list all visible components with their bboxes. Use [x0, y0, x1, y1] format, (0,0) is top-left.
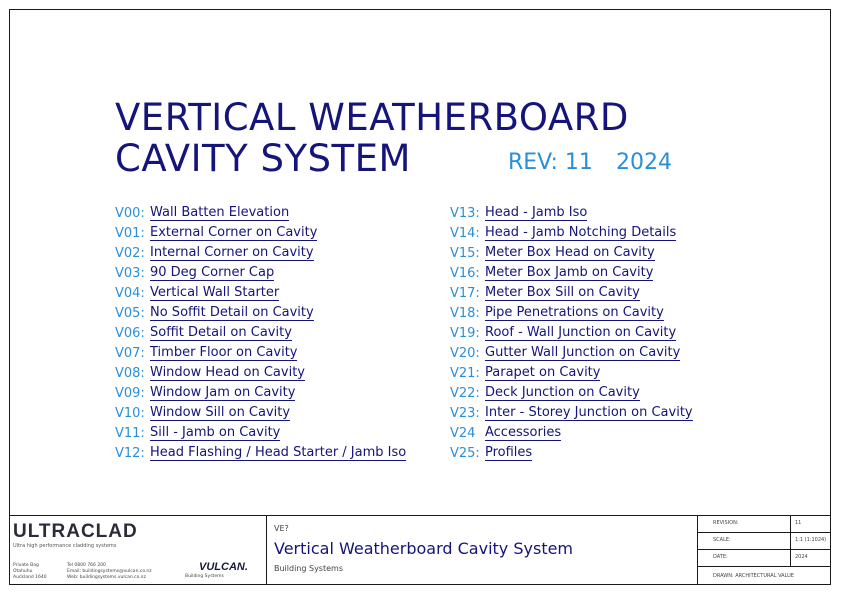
- index-code: V25:: [450, 445, 480, 461]
- index-item: [450, 223, 693, 243]
- index-code: V06:: [115, 325, 145, 341]
- index-code: V20:: [450, 345, 480, 361]
- field-divider: [790, 533, 791, 549]
- index-item: [115, 363, 406, 383]
- field-divider: [790, 550, 791, 566]
- index-column-right: [450, 203, 693, 463]
- index-code: V14:: [450, 225, 480, 241]
- index-item: [115, 403, 406, 423]
- title-line-1: VERTICAL WEATHERBOARD: [115, 96, 629, 139]
- index-item: [115, 263, 406, 283]
- index-link[interactable]: Meter Box Sill on Cavity: [485, 285, 640, 300]
- index-code: V17:: [450, 285, 480, 301]
- index-item: [115, 383, 406, 403]
- index-link[interactable]: Profiles: [485, 445, 533, 460]
- index-link[interactable]: 90 Deg Corner Cap: [150, 265, 275, 280]
- field-scale: [698, 533, 831, 550]
- index-item: [450, 423, 693, 443]
- field-label: DATE:: [713, 554, 728, 560]
- field-value: 1:1 (1:1024): [795, 537, 827, 543]
- index-link[interactable]: External Corner on Cavity: [150, 225, 318, 240]
- index-link[interactable]: Roof - Wall Junction on Cavity: [485, 325, 677, 340]
- index-code: V19:: [450, 325, 480, 341]
- index-item: [115, 283, 406, 303]
- field-date: [698, 550, 831, 567]
- index-item: [450, 303, 693, 323]
- vulcan-subtitle: Building Systems: [185, 574, 224, 579]
- index-code: V12:: [115, 445, 145, 461]
- field-label: SCALE:: [713, 537, 731, 543]
- index-link[interactable]: Wall Batten Elevation: [150, 205, 290, 220]
- index-link[interactable]: Meter Box Jamb on Cavity: [485, 265, 654, 280]
- revision-label: REV: 11: [508, 150, 593, 175]
- index-link[interactable]: Head Flashing / Head Starter / Jamb Iso: [150, 445, 407, 460]
- title-block-fields: [697, 516, 831, 585]
- index-item: [450, 383, 693, 403]
- index-item: [450, 243, 693, 263]
- index-item: [450, 403, 693, 423]
- year-label: 2024: [616, 150, 672, 175]
- index-link[interactable]: Soffit Detail on Cavity: [150, 325, 292, 340]
- index-code: V08:: [115, 365, 145, 381]
- index-link[interactable]: Window Sill on Cavity: [150, 405, 291, 420]
- index-link[interactable]: Deck Junction on Cavity: [485, 385, 640, 400]
- index-link[interactable]: Pipe Penetrations on Cavity: [485, 305, 664, 320]
- drawing-subtitle: Building Systems: [274, 564, 343, 573]
- company-address: Private Bag Otahuhu Auckland 1640: [13, 563, 47, 580]
- index-item: [115, 443, 406, 463]
- index-code: V09:: [115, 385, 145, 401]
- drawing-code: VE?: [274, 524, 289, 533]
- index-code: V18:: [450, 305, 480, 321]
- index-code: V24: [450, 425, 476, 441]
- index-link[interactable]: Window Head on Cavity: [150, 365, 305, 380]
- field-label: REVISION:: [713, 520, 739, 526]
- logo-tagline: Ultra high performance cladding systems: [13, 543, 117, 549]
- index-link[interactable]: Gutter Wall Junction on Cavity: [485, 345, 681, 360]
- drawn-by-label: DRAWN: ARCHITECTURAL VALUE: [713, 573, 794, 579]
- index-link[interactable]: Window Jam on Cavity: [150, 385, 296, 400]
- title-block-logo-cell: [9, 516, 267, 585]
- index-link[interactable]: Vertical Wall Starter: [150, 285, 280, 300]
- index-code: V07:: [115, 345, 145, 361]
- index-link[interactable]: Inter - Storey Junction on Cavity: [485, 405, 693, 420]
- index-item: [115, 203, 406, 223]
- index-link[interactable]: Head - Jamb Iso: [485, 205, 588, 220]
- ultraclad-logo: ULTRACLAD: [13, 521, 138, 542]
- index-item: [450, 323, 693, 343]
- index-item: [450, 343, 693, 363]
- index-link[interactable]: Head - Jamb Notching Details: [485, 225, 677, 240]
- index-item: [450, 363, 693, 383]
- drawing-title: Vertical Weatherboard Cavity System: [274, 539, 574, 558]
- index-item: [450, 203, 693, 223]
- index-link[interactable]: Meter Box Head on Cavity: [485, 245, 655, 260]
- title-line-2: CAVITY SYSTEM: [115, 137, 411, 180]
- index-code: V04:: [115, 285, 145, 301]
- index-item: [115, 243, 406, 263]
- index-column-left: [115, 203, 406, 463]
- index-code: V10:: [115, 405, 145, 421]
- index-item: [450, 283, 693, 303]
- index-code: V23:: [450, 405, 480, 421]
- index-code: V00:: [115, 205, 145, 221]
- index-code: V15:: [450, 245, 480, 261]
- index-code: V02:: [115, 245, 145, 261]
- index-link[interactable]: Accessories: [485, 425, 562, 440]
- field-value: 11: [795, 520, 802, 526]
- index-link[interactable]: No Soffit Detail on Cavity: [150, 305, 314, 320]
- index-item: [115, 423, 406, 443]
- index-code: V22:: [450, 385, 480, 401]
- index-link[interactable]: Parapet on Cavity: [485, 365, 601, 380]
- company-contact: Tel 0800 766 200 Email: buildingsystems@vulcan.co.nz Web: buildingsystems.vulcan.co.nz: [67, 563, 152, 580]
- field-divider: [790, 516, 791, 532]
- index-link[interactable]: Internal Corner on Cavity: [150, 245, 314, 260]
- index-item: [115, 303, 406, 323]
- index-item: [115, 343, 406, 363]
- index-code: V11:: [115, 425, 145, 441]
- index-code: V16:: [450, 265, 480, 281]
- index-item: [450, 443, 693, 463]
- index-code: V21:: [450, 365, 480, 381]
- index-item: [115, 223, 406, 243]
- index-code: V03:: [115, 265, 145, 281]
- index-item: [450, 263, 693, 283]
- index-code: V05:: [115, 305, 145, 321]
- field-value: 2024: [795, 554, 808, 560]
- field-revision: [698, 516, 831, 533]
- vulcan-logo: VULCAN.: [199, 561, 248, 573]
- index-code: V01:: [115, 225, 145, 241]
- title-block: [9, 515, 831, 585]
- title-block-main: [267, 516, 697, 585]
- index-link[interactable]: Sill - Jamb on Cavity: [150, 425, 281, 440]
- index-code: V13:: [450, 205, 480, 221]
- index-item: [115, 323, 406, 343]
- index-link[interactable]: Timber Floor on Cavity: [150, 345, 298, 360]
